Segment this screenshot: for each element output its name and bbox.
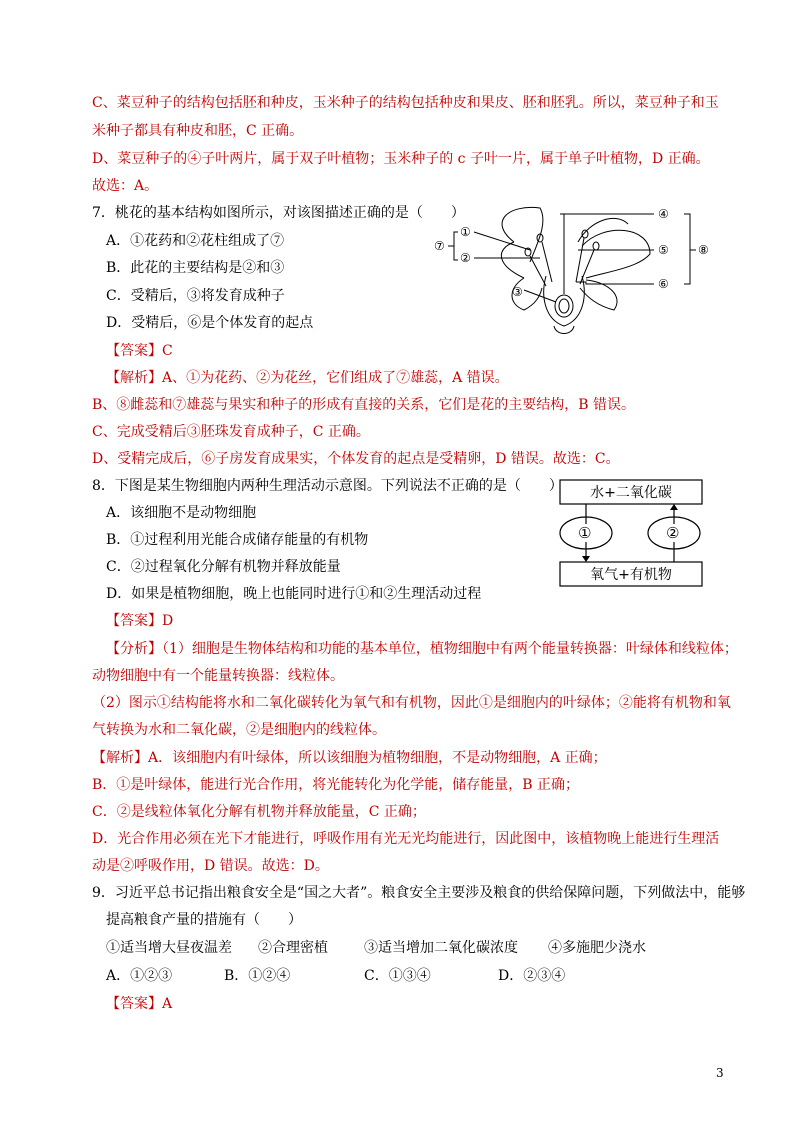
q7-option-d: D．受精后，⑥是个体发育的起点	[106, 315, 314, 331]
q7-stem: 7．桃花的基本结构如图所示，对该图描述正确的是（ ）	[92, 205, 465, 221]
flower-ovule	[555, 295, 573, 317]
flower-label-4: ④	[658, 207, 669, 221]
q8-jiexi-1: 【解析】A．该细胞内有叶绿体，所以该细胞为植物细胞，不是动物细胞，A 正确；	[92, 750, 607, 766]
q9-option-a: A．①②③	[106, 968, 173, 984]
flower-label-2: ②	[460, 251, 471, 265]
flower-label-8: ⑧	[698, 243, 709, 257]
q9-answer: 【答案】A	[106, 996, 173, 1012]
prev-answer-c-line1: C、菜豆种子的结构包括胚和种皮，玉米种子的结构包括种皮和果皮、胚和胚乳。所以，菜豆种子和玉	[92, 95, 719, 111]
q9-stem-line1: 9．习近平总书记指出粮食安全是“国之大者”。粮食安全主要涉及粮食的供给保障问题，下列做法中，能够	[92, 885, 746, 901]
q9-option-b: B．①②④	[224, 968, 291, 984]
q9-item-1: ①适当增大昼夜温差	[106, 940, 232, 956]
q8-jiexi-5: 动是②呼吸作用，D 错误。故选：D。	[92, 858, 329, 874]
q8-jiexi-3: C．②是线粒体氧化分解有机物并释放能量，C 正确；	[92, 804, 426, 820]
prev-answer-d-line: D、菜豆种子的④子叶两片，属于双子叶植物；玉米种子的 c 子叶一片，属于单子叶植物，D 正确。	[92, 151, 710, 167]
q8-jiexi-4: D．光合作用必须在光下才能进行，呼吸作用有光无光均能进行，因此图中，该植物晚上能进行生理活	[92, 831, 720, 847]
page-number: 3	[716, 1066, 724, 1080]
prev-answer-choice: 故选：A。	[92, 178, 159, 194]
flower-label-7: ⑦	[434, 239, 445, 253]
q7-option-b: B．此花的主要结构是②和③	[106, 260, 285, 276]
diagram-bottom-text: 氧气+有机物	[590, 567, 672, 583]
q7-analysis-4: D、受精完成后，⑥子房发育成果实，个体发育的起点是受精卵，D 错误。故选：C。	[92, 451, 620, 467]
peach-flower-figure	[428, 202, 718, 344]
q8-fenxi-4: 气转换为水和二氧化碳，②是细胞内的线粒体。	[92, 722, 386, 738]
q8-option-b: B．①过程利用光能合成储存能量的有机物	[106, 532, 369, 548]
q8-fenxi-2: 动物细胞中有一个能量转换器：线粒体。	[92, 668, 344, 684]
flower-label-6: ⑥	[658, 277, 669, 291]
q7-option-c: C．受精后，③将发育成种子	[106, 288, 285, 304]
q9-item-3: ③适当增加二氧化碳浓度	[364, 940, 518, 956]
photosynthesis-respiration-diagram	[558, 478, 708, 588]
q9-item-2: ②合理密植	[258, 940, 328, 956]
flower-petal-left	[502, 207, 543, 262]
q8-fenxi-1: 【分析】（1）细胞是生物体结构和功能的基本单位，植物细胞中有两个能量转换器：叶绿体和线粒体；	[106, 641, 738, 657]
q8-option-c: C．②过程氧化分解有机物并释放能量	[106, 559, 341, 575]
q8-option-d: D．如果是植物细胞，晚上也能同时进行①和②生理活动过程	[106, 586, 482, 602]
q8-answer: 【答案】D	[106, 613, 174, 629]
flower-label-3: ③	[512, 285, 523, 299]
q7-option-a: A．①花药和②花柱组成了⑦	[106, 233, 285, 249]
flower-label-1: ①	[460, 225, 471, 239]
q8-jiexi-2: B．①是叶绿体，能进行光合作用，将光能转化为化学能，储存能量，B 正确；	[92, 777, 580, 793]
diagram-right-label: ②	[666, 524, 680, 542]
q8-stem: 8．下图是某生物细胞内两种生理活动示意图。下列说法不正确的是（ ）	[92, 478, 563, 494]
q7-answer: 【答案】C	[106, 343, 173, 359]
diagram-top-text: 水+二氧化碳	[590, 485, 672, 501]
q9-option-c: C．①③④	[364, 968, 431, 984]
flower-label-5: ⑤	[658, 243, 669, 257]
q9-stem-line2: 提高粮食产量的措施有（ ）	[106, 912, 302, 928]
prev-answer-c-line2: 米种子都具有种皮和胚，C 正确。	[92, 123, 304, 139]
q9-item-4: ④多施肥少浇水	[548, 940, 646, 956]
q8-option-a: A．该细胞不是动物细胞	[106, 505, 257, 521]
q7-analysis-3: C、完成受精后③胚珠发育成种子，C 正确。	[92, 424, 370, 440]
q8-fenxi-3: （2）图示①结构能将水和二氧化碳转化为氧气和有机物，因此①是细胞内的叶绿体；②能将有机物和氧	[92, 695, 731, 711]
diagram-left-label: ①	[578, 524, 592, 542]
q9-option-d: D．②③④	[498, 968, 566, 984]
q7-analysis-2: B、⑧雌蕊和⑦雄蕊与果实和种子的形成有直接的关系，它们是花的主要结构，B 错误。	[92, 397, 636, 413]
q7-analysis-1: 【解析】A、①为花药、②为花丝，它们组成了⑦雄蕊，A 错误。	[106, 370, 509, 386]
